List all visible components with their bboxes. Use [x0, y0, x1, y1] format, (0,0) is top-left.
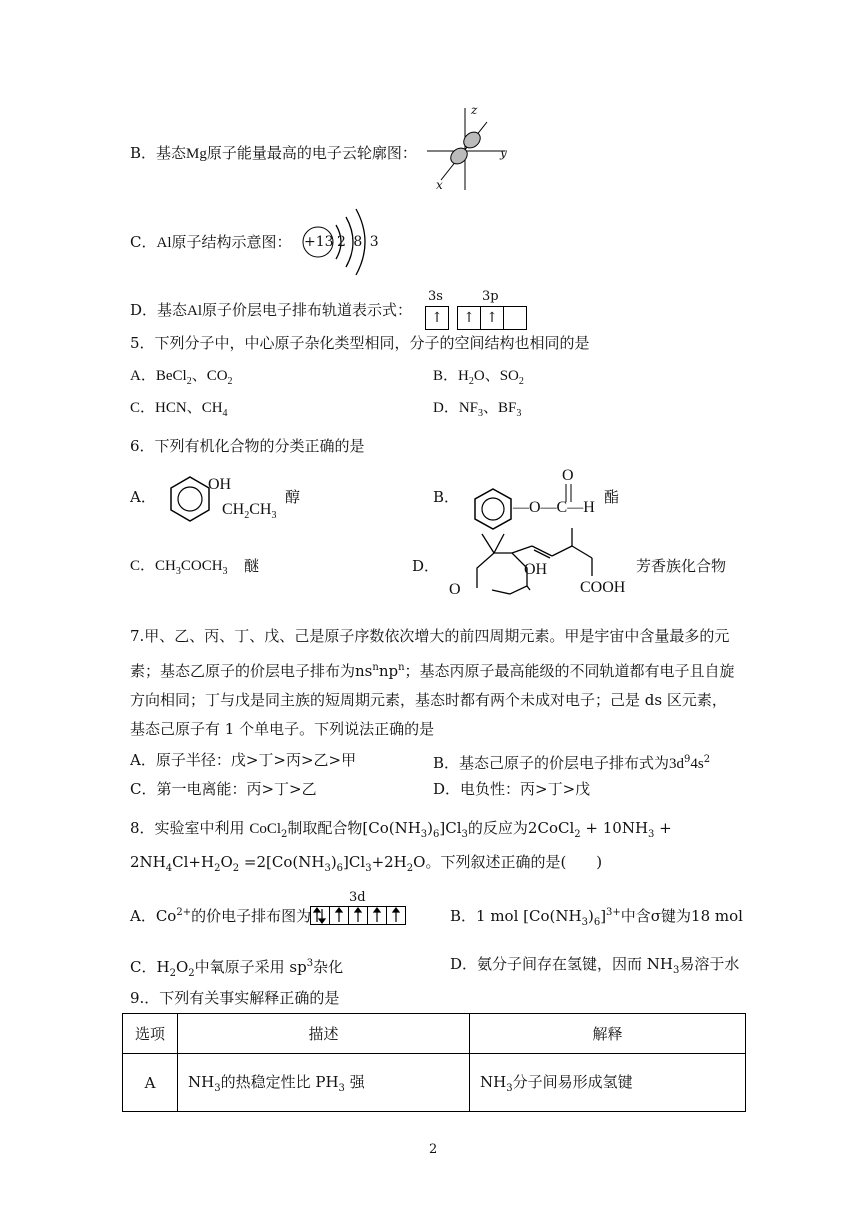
q7-stem-line4: 基态己原子有 1 个单电子。下列说法正确的是: [130, 720, 435, 738]
q8-option-b: B．1 mol $[Co(NH_3)_6]^{3+}$中含σ键为18 mol: [450, 907, 743, 928]
row-a-description: $NH_3$的热稳定性比 $PH_3$ 强: [178, 1054, 470, 1112]
q8-stem-line1: 8．实验室中利用 CoCl$_2$制取配合物$[Co(NH_3)_6]Cl_3$的反应为2CoCl$_2$ + $10NH_3$ +: [130, 819, 672, 840]
q4-option-b: B．基态Mg原子能量最高的电子云轮廓图：: [130, 144, 417, 162]
q6-d-cooh: COOH: [580, 579, 626, 596]
label-3s: 3s: [428, 289, 443, 304]
q7-stem-line1: 7.甲、乙、丙、丁、戊、己是原子序数依次增大的前四周期元素。甲是宇宙中含量最多的元: [130, 627, 730, 645]
orbital-box-3s: ↑: [425, 306, 449, 330]
q5-option-a: A．BeCl$_2$、$CO_2$: [130, 368, 233, 387]
header-explanation: 解释: [470, 1014, 746, 1054]
q6-option-b-label: B．: [433, 488, 460, 506]
q8-option-a: A．$Co^{2+}$的价电子排布图为: [130, 907, 312, 925]
q7-option-a: A．原子半径：戊>丁>丙>乙>甲: [130, 751, 357, 769]
q7-option-d: D．电负性：丙>丁>戊: [433, 780, 591, 798]
q6-option-c: C．$CH_3COCH_3$: [130, 558, 228, 577]
q9-table: [122, 1013, 746, 1112]
q8-option-c: C．$H_2O_2$中氧原子采用 $sp^3$杂化: [130, 958, 344, 979]
q6-b-ester-chain: —O—C—H: [513, 499, 595, 516]
q7-stem-line2: 素；基态乙原子的价层电子排布为$ns^nnp^n$；基态丙原子最高能级的不同轨道都有电子且自旋: [130, 662, 735, 680]
row-a-explanation: $NH_3$分子间易形成氢键: [470, 1054, 746, 1112]
orbital-box-3p-2: ↑: [480, 306, 504, 330]
q5-option-b: B．$H_2O$、$SO_2$: [433, 368, 524, 387]
q8-stem-line2: $2NH_4Cl+H_2O_2 =2[Co(NH_3)_6]Cl_3+2H_2O$。下列叙述正确的是( ): [130, 853, 603, 874]
q6-d-keto-o: O: [449, 581, 461, 598]
q7-stem-line3: 方向相同；丁与戊是同主族的短周期元素，基态时都有两个未成对电子；己是 ds 区元素，: [130, 691, 727, 709]
row-a-option: A: [123, 1054, 178, 1112]
q9-stem: 9.．下列有关事实解释正确的是: [130, 989, 340, 1007]
q6-b-class: 酯: [604, 488, 620, 506]
q6-a-oh: OH: [208, 476, 232, 493]
q6-a-ethyl: $CH_2CH_3$: [222, 501, 277, 521]
q6-option-d-label: D．: [412, 557, 440, 575]
axis-x-label: x: [436, 178, 443, 192]
q6-d-class: 芳香族化合物: [636, 557, 727, 575]
q5-stem: 5．下列分子中，中心原子杂化类型相同，分子的空间结构也相同的是: [130, 334, 590, 352]
label-3p: 3p: [482, 289, 499, 304]
q6-a-class: 醇: [285, 488, 301, 506]
orbital-box-3p-3: [503, 306, 527, 330]
q6-b-carbonyl-o: O: [562, 467, 574, 484]
q4-option-c: C．Al原子结构示意图：: [130, 233, 292, 251]
q6-c-class: 醚: [244, 557, 260, 575]
q6-d-oh: OH: [524, 561, 548, 578]
benzene-ring-b: [470, 486, 516, 532]
q7-option-b: B．基态己原子的价层电子排布式为$3d^94s^2$: [433, 754, 711, 772]
q6-option-a-label: A．: [130, 488, 156, 506]
q5-option-d: D．$NF_3$、$BF_3$: [433, 400, 522, 419]
nucleus-label: +13: [304, 234, 334, 250]
shell-electrons: 2 8 3: [337, 234, 379, 250]
page-number: 2: [429, 1142, 438, 1157]
q7-option-c: C．第一电离能：丙>丁>乙: [130, 780, 317, 798]
table-row: [123, 1054, 746, 1112]
q8-option-d: D．氨分子间存在氢键，因而 $NH_3$易溶于水: [450, 955, 740, 976]
axis-z-label: z: [471, 103, 478, 117]
q5-option-c: C．HCN、$CH_4$: [130, 400, 228, 419]
table-header-row: [123, 1014, 746, 1054]
q8-a-3d-label: 3d: [349, 890, 366, 905]
q6-stem: 6．下列有机化合物的分类正确的是: [130, 437, 365, 455]
axis-y-label: y: [500, 146, 507, 160]
q4-option-d: D．基态Al原子价层电子排布轨道表示式：: [130, 301, 413, 319]
co2plus-3d-orbital-diagram: [310, 906, 406, 926]
orbital-box-3p-1: ↑: [457, 306, 481, 330]
header-description: 描述: [178, 1014, 470, 1054]
header-option: 选项: [123, 1014, 178, 1054]
